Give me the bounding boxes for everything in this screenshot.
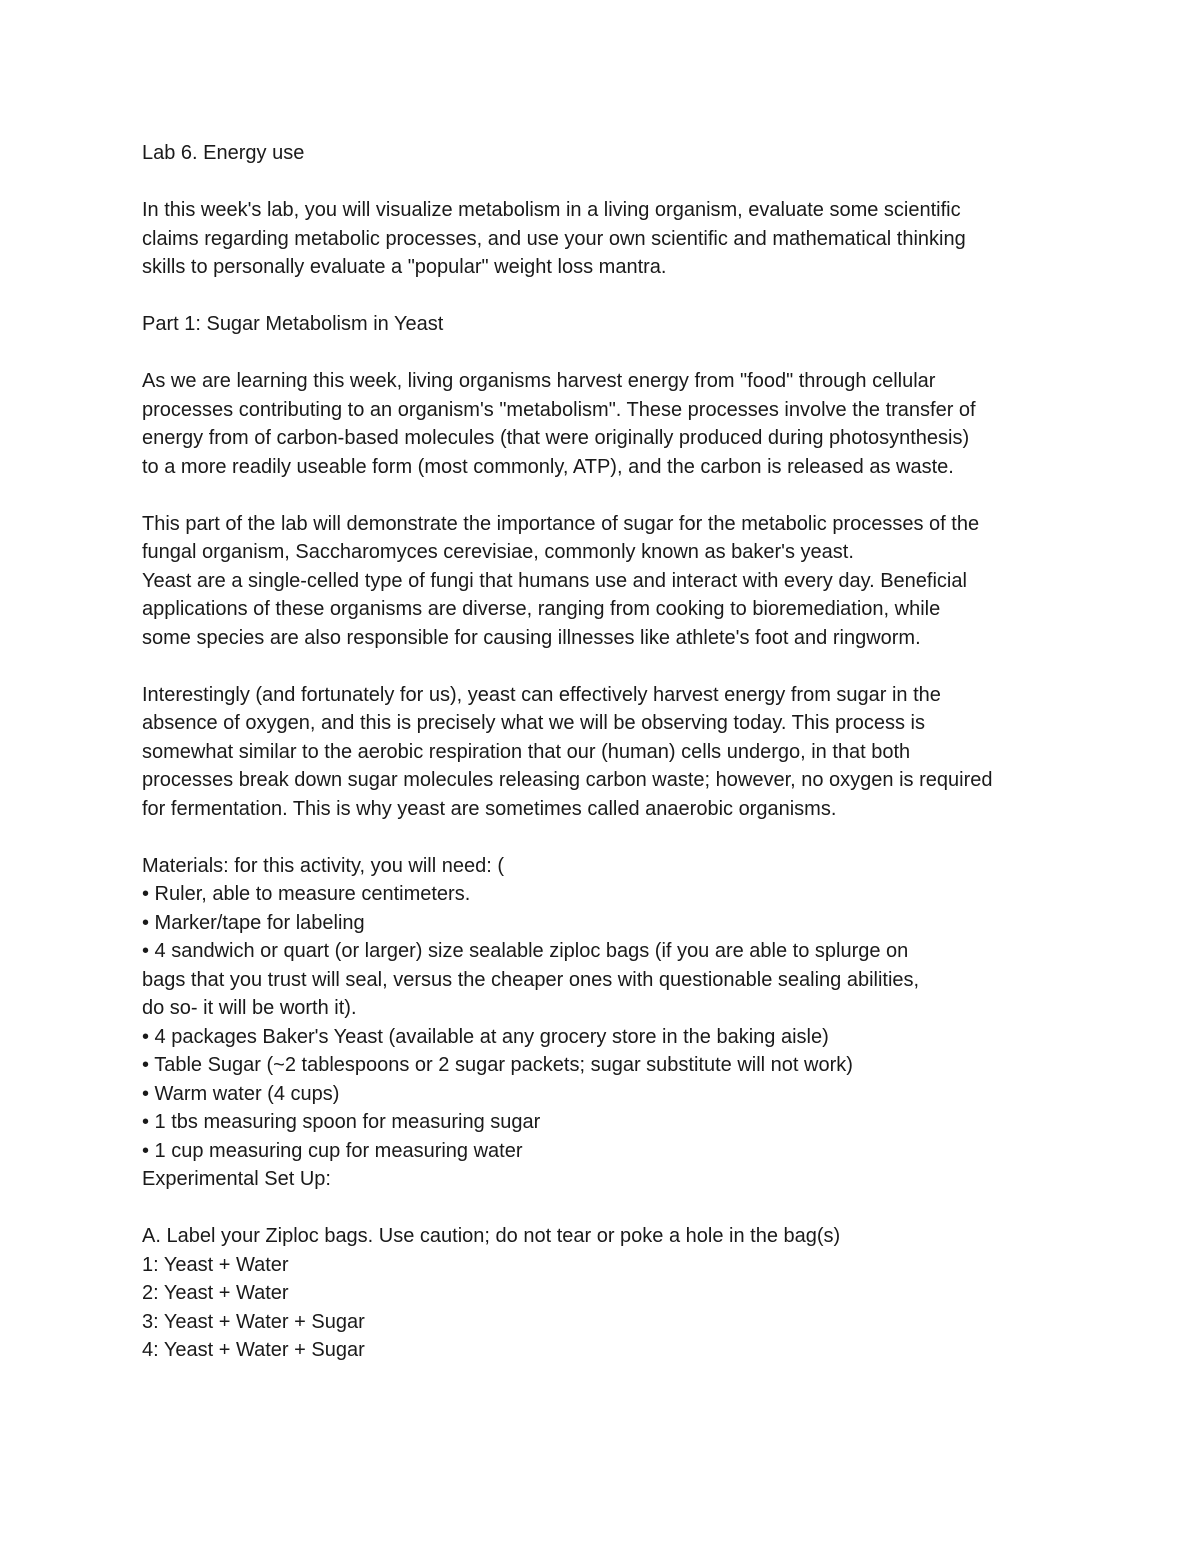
text-line: somewhat similar to the aerobic respiration that our (human) cells undergo, in that both xyxy=(142,740,911,763)
text-line: applications of these organisms are diverse, ranging from cooking to bioremediation, while xyxy=(142,598,941,620)
fermentation-paragraph xyxy=(142,681,1102,824)
setup-heading: Experimental Set Up: xyxy=(142,1168,331,1190)
text-line: processes break down sugar molecules releasing carbon waste; however, no oxygen is required xyxy=(142,769,993,791)
blank-line xyxy=(142,652,1102,681)
list-item: • 1 cup measuring cup for measuring water xyxy=(142,1139,523,1162)
list-item: • 4 packages Baker's Yeast (available at any grocery store in the baking aisle) xyxy=(142,1025,829,1048)
list-item: • Warm water (4 cups) xyxy=(142,1082,340,1105)
text-line: This part of the lab will demonstrate the importance of sugar for the metabolic processes of the xyxy=(142,512,980,535)
materials-list xyxy=(142,852,1102,1194)
metabolism-paragraph xyxy=(142,367,1102,481)
list-item-continued: do so- it will be worth it). xyxy=(142,997,357,1019)
materials-heading: Materials: for this activity, you will need: ( xyxy=(142,854,504,877)
list-item: • Ruler, able to measure centimeters. xyxy=(142,883,471,905)
list-item: • 4 sandwich or quart (or larger) size sealable ziploc bags (if you are able to splurge on xyxy=(142,940,909,962)
part1-heading: Part 1: Sugar Metabolism in Yeast xyxy=(142,313,444,335)
text-line: claims regarding metabolic processes, and use your own scientific and mathematical thinking xyxy=(142,227,966,250)
text-line: Interestingly (and fortunately for us), yeast can effectively harvest energy from sugar in the xyxy=(142,683,941,706)
blank-line xyxy=(142,481,1102,510)
text-line: Yeast are a single-celled type of fungi that humans use and interact with every day. Beneficial xyxy=(142,569,967,592)
list-item-continued: bags that you trust will seal, versus the cheaper ones with questionable sealing abilities, xyxy=(142,968,920,991)
blank-line xyxy=(142,1194,1102,1223)
text-line: absence of oxygen, and this is precisely what we will be observing today. This process is xyxy=(142,712,925,734)
blank-line xyxy=(142,339,1102,368)
text-line: to a more readily useable form (most commonly, ATP), and the carbon is released as waste. xyxy=(142,455,954,478)
blank-line xyxy=(142,168,1102,197)
blank-line xyxy=(142,282,1102,311)
text-line: energy from of carbon-based molecules (that were originally produced during photosynthesis) xyxy=(142,427,970,449)
text-line: some species are also responsible for causing illnesses like athlete's foot and ringworm. xyxy=(142,626,921,649)
blank-line xyxy=(142,823,1102,852)
text-line: processes contributing to an organism's "metabolism". These processes involve the transfer of xyxy=(142,398,976,421)
yeast-paragraph xyxy=(142,510,1102,653)
bag-label: 3: Yeast + Water + Sugar xyxy=(142,1310,365,1333)
text-line: As we are learning this week, living organisms harvest energy from "food" through cellular xyxy=(142,370,936,392)
text-line: In this week's lab, you will visualize metabolism in a living organism, evaluate some scientific xyxy=(142,199,961,221)
bag-label: 1: Yeast + Water xyxy=(142,1253,289,1276)
setup-step: A. Label your Ziploc bags. Use caution; do not tear or poke a hole in the bag(s) xyxy=(142,1225,841,1247)
document-title: Lab 6. Energy use xyxy=(142,142,305,164)
bag-label: 2: Yeast + Water xyxy=(142,1282,289,1304)
text-line: fungal organism, Saccharomyces cerevisiae, commonly known as baker's yeast. xyxy=(142,541,854,563)
list-item: • 1 tbs measuring spoon for measuring sugar xyxy=(142,1111,541,1133)
bag-label: 4: Yeast + Water + Sugar xyxy=(142,1339,365,1361)
list-item: • Marker/tape for labeling xyxy=(142,911,365,934)
list-item: • Table Sugar (~2 tablespoons or 2 sugar packets; sugar substitute will not work) xyxy=(142,1054,853,1076)
text-line: skills to personally evaluate a "popular" weight loss mantra. xyxy=(142,256,667,278)
text-line: for fermentation. This is why yeast are sometimes called anaerobic organisms. xyxy=(142,797,837,820)
setup-list xyxy=(142,1222,1102,1365)
intro-paragraph xyxy=(142,196,1102,282)
document-body xyxy=(142,139,1102,1365)
